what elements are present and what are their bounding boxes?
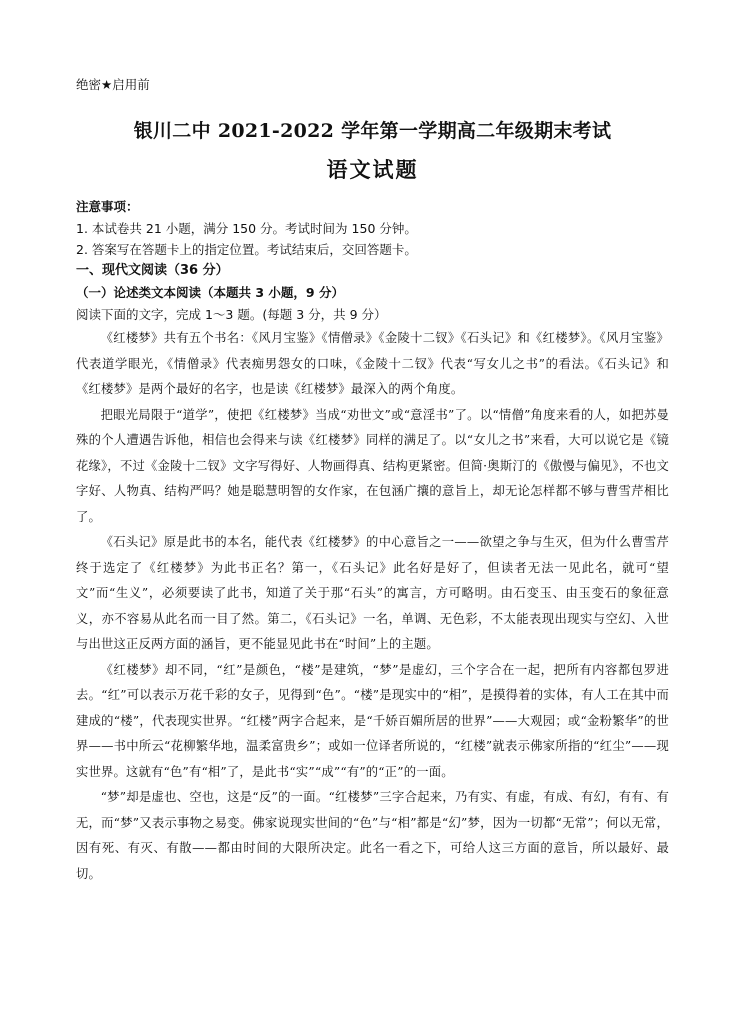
section-heading: 一、现代文阅读（36 分）	[76, 263, 229, 278]
passage-paragraph: 《石头记》原是此书的本名，能代表《红楼梦》的中心意旨之一——欲望之争与生灭，但为什么曹雪芹终于选定了《红楼梦》为此书正名？第一，《石头记》此名好是好了，但读者无法一见此名，就可“望文”而“生义”，必须要读了此书，知道了关于那“石头”的寓言，方可略明。由石变玉、由玉变石的象征意义，亦不容易从此名而一目了然。第二，《石头记》一名，单调、无色彩，不太能表现出现实与空幻、入世与出世这正反两方面的涵旨，更不能显见此书在“时间”上的主题。	[76, 535, 669, 651]
confidential-label: 绝密★启用前	[76, 77, 150, 92]
passage-paragraph: 把眼光局限于“道学”，使把《红楼梦》当成“劝世文”或“意淫书”了。以“情僧”角度来看的人，如把苏曼殊的个人遭遇告诉他，相信也会得来与读《红楼梦》同样的满足了。以“女儿之书”来看，大可以说它是《镜花缘》，不过《金陵十二钗》文字写得好、人物画得真、结构更紧密。但简·奥斯汀的《傲慢与偏见》，不也文字好、人物真、结构严吗？她是聪慧明智的女作家，在包涵广攘的意旨上，却无论怎样都不够与曹雪芹相比了。	[76, 407, 669, 524]
exam-subtitle: 语文试题	[326, 157, 419, 182]
reading-instruction: 阅读下面的文字，完成 1～3 题。(每题 3 分，共 9 分）	[76, 307, 387, 322]
passage-paragraph: 《红楼梦》共有五个书名：《风月宝鉴》《情僧录》《金陵十二钗》《石头记》和《红楼梦》。《风月宝鉴》代表道学眼光，《情僧录》代表痴男怨女的口味，《金陵十二钗》代表“写女儿之书”的看法。《石头记》和《红楼梦》是两个最好的名字，也是读《红楼梦》最深入的两个角度。	[76, 331, 669, 396]
notes-heading: 注意事项：	[76, 199, 139, 214]
passage-paragraph: 《红楼梦》却不同，“红”是颜色，“楼”是建筑，“梦”是虚幻，三个字合在一起，把所有内容都包罗进去。“红”可以表示万花千彩的女子，见得到“色”。“楼”是现实中的“相”，是摸得着的实体，有人工在其中而建成的“楼”，代表现实世界。“红楼”两字合起来，是“千娇百媚所居的世界”——大观园；或“金粉繁华”的世界——书中所云“花柳繁华地，温柔富贵乡”；或如一位译者所说的，“红楼”就表示佛家所指的“红尘”——现实世界。这就有“色”有“相”了，是此书“实”“成”“有”的“正”的一面。	[76, 662, 669, 779]
note-item: 2. 答案写在答题卡上的指定位置。考试结束后，交回答题卡。	[76, 242, 417, 257]
passage-paragraph: “梦”却是虚也、空也，这是“反”的一面。“红楼梦”三字合起来，乃有实、有虚，有成、有幻，有有、有无，而“梦”又表示事物之易变。佛家说现实世间的“色”与“相”都是“幻”梦，因为一切都“无常”；何以无常，因有死、有灭、有散——都由时间的大限所决定。此名一看之下，可给人这三方面的意旨，所以最好、最切。	[76, 790, 669, 881]
note-item: 1. 本试卷共 21 小题，满分 150 分。考试时间为 150 分钟。	[76, 221, 417, 236]
exam-title: 银川二中 2021-2022 学年第一学期高二年级期末考试	[133, 120, 612, 142]
subsection-heading: （一）论述类文本阅读（本题共 3 小题，9 分）	[76, 285, 344, 300]
